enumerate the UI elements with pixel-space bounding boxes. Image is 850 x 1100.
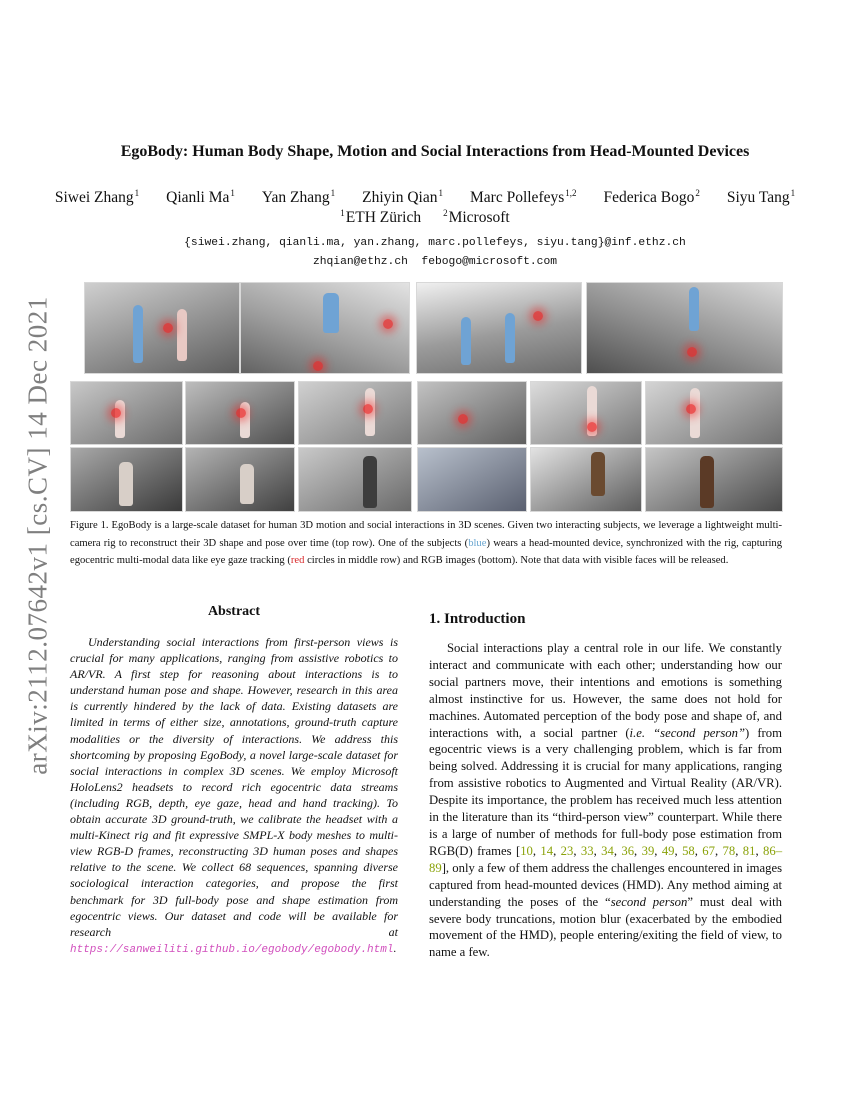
project-url-link[interactable]: https://sanweiliti.github.io/egobody/egobody.html: [70, 943, 394, 956]
citation-link[interactable]: 33: [580, 843, 594, 858]
citation-link[interactable]: 34: [601, 843, 614, 858]
affiliation: $^2$Microsoft: [443, 208, 510, 226]
author: Yan Zhang$^1$: [261, 188, 336, 206]
figure-caption: Figure 1. EgoBody is a large-scale dataset for human 3D motion and social interactions in 3D scenes. Given two interacting subjects, we leverage a lightweight multi-camera rig to reconstruct their 3D shape and pose over time (top row). One of the subjects (blue) wears a head-mounted device, synchronized with the rig, capturing egocentric multi-modal data like eye gaze tracking (red circles in middle row) and RGB images (bottom). Note that data with visible faces will be released.: [70, 520, 783, 566]
author: Federica Bogo$^2$: [603, 188, 700, 206]
citation-link[interactable]: 23: [560, 843, 574, 858]
egocentric-rgb-image: [530, 447, 642, 512]
paper-title: EgoBody: Human Body Shape, Motion and Social Interactions from Head-Mounted Devices: [120, 143, 750, 160]
egocentric-gaze-image: [530, 381, 642, 445]
abstract-body: Understanding social interactions from first-person views is crucial for many applications, ranging from assistive robotics to AR/VR. A first step for reasoning about interactions is to understand human pose and shape. However, research in this area is currently hindered by the lack of data. Existing datasets are limited in terms of either size, annotations, ground-truth capture modalities or the diversity of interactions. We address this shortcoming by proposing EgoBody, a novel large-scale dataset for social interactions in complex 3D scenes. We employ Microsoft HoloLens2 headsets to record rich egocentric data streams (including RGB, depth, eye gaze, head and hand tracking). To obtain accurate 3D ground-truth, we calibrate the headset with a multi-Kinect rig and fit expressive SMPL-X body meshes to multi-view RGB-D frames, reconstructing 3D human poses and shapes relative to the scene. We collect 68 sequences, spanning diverse sociological interaction categories, and propose the first benchmark for 3D full-body pose and shape estimation from egocentric views. Our dataset and code will be available for research at https://sanweiliti.github.io/egobody/egobody.html.: [70, 635, 398, 956]
egocentric-rgb-image: [645, 447, 783, 512]
citation-link[interactable]: 78: [722, 843, 736, 858]
abstract-heading: Abstract: [207, 604, 261, 619]
blue-label: blue: [468, 537, 487, 549]
arxiv-stamp: [20, 295, 56, 775]
author: Qianli Ma$^1$: [166, 188, 235, 206]
citation-link[interactable]: 49: [661, 843, 675, 858]
email-line: zhqian@ethz.ch febogo@microsoft.com: [312, 256, 558, 268]
citation-link[interactable]: 36: [621, 843, 635, 858]
author: Marc Pollefeys$^{1,2}$: [470, 188, 577, 206]
egocentric-gaze-image: [645, 381, 783, 445]
citation-link[interactable]: 39: [641, 843, 655, 858]
author-list: [20, 188, 830, 207]
egocentric-rgb-image: [70, 447, 183, 512]
email-line: {siwei.zhang, qianli.ma, yan.zhang, marc.pollefeys, siyu.tang}@inf.ethz.ch: [184, 237, 686, 249]
arxiv-stamp-text: arXiv:2112.07642v1 [cs.CV] 14 Dec 2021: [22, 295, 53, 775]
egocentric-rgb-image: [298, 447, 412, 512]
author: Siyu Tang$^1$: [726, 188, 796, 206]
egocentric-gaze-image: [417, 381, 527, 445]
author: Zhiyin Qian$^1$: [362, 188, 443, 206]
scene-reconstruction-image: [240, 282, 410, 374]
egocentric-gaze-image: [70, 381, 183, 445]
citation-link[interactable]: 14: [540, 843, 554, 858]
scene-reconstruction-image: [586, 282, 783, 374]
author: Siwei Zhang$^1$: [54, 188, 140, 206]
email-block: [60, 234, 810, 272]
citation-link[interactable]: 58: [682, 843, 695, 858]
scene-reconstruction-image: [84, 282, 240, 374]
citation-link[interactable]: 86–89: [429, 843, 783, 875]
egocentric-rgb-image: [185, 447, 295, 512]
teaser-figure: [70, 282, 781, 510]
citation-link[interactable]: 10: [520, 843, 533, 858]
egocentric-rgb-image: [417, 447, 527, 512]
red-label: red: [290, 555, 305, 566]
scene-reconstruction-image: [416, 282, 582, 374]
affiliation-list: [40, 208, 810, 227]
egocentric-gaze-image: [185, 381, 295, 445]
affiliation: $^1$ETH Zürich: [340, 208, 422, 226]
egocentric-gaze-image: [298, 381, 412, 445]
citation-link[interactable]: 67: [702, 843, 715, 858]
introduction-heading: 1. Introduction: [429, 611, 526, 627]
introduction-body: Social interactions play a central role in our life. We constantly interact and communicate with each other; understanding how our social partners move, their intentions and emotions is something almost instinctive for us. However, the same does not hold for machines. Automated perception of the body pose and shape of, and interactions with, a social partner (i.e. “second person”) from egocentric views is a very challenging problem, which is far from being solved. Addressing it is crucial for many applications, ranging from assistive robotics to Augmented and Virtual Reality (AR/VR). Despite its importance, the problem has received much less attention in the literature than its “third-person view” counterpart. While there is a large of number of methods for full-body pose estimation from RGB(D) frames [10, 14, 23, 33, 34, 36, 39, 49, 58, 67, 78, 81, 86–89], only a few of them address the challenges encountered in images captured from head-mounted devices (HMD). Any method aiming at understanding the poses of the “second person” must deal with severe body truncations, motion blur (exacerbated by the embodied movement of the HMD), people entering/exiting the field of view, to name a few.: [429, 641, 783, 960]
citation-link[interactable]: 81: [742, 843, 756, 858]
